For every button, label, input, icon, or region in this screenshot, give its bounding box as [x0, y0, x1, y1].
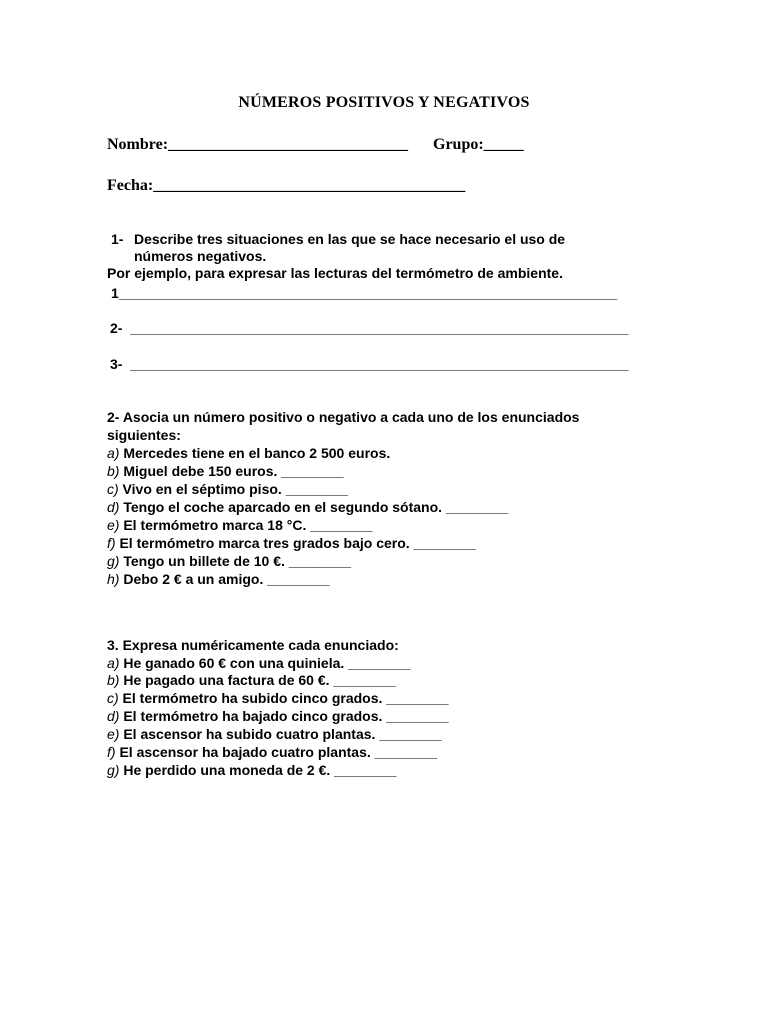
item-text: Tengo un billete de 10 €. ________ — [119, 553, 352, 569]
nombre-field: Nombre:______________________________ — [107, 136, 409, 153]
item-text: El termómetro ha bajado cinco grados. ________ — [119, 708, 449, 724]
item-text: Tengo el coche aparcado en el segundo sótano. ________ — [119, 499, 509, 515]
item-label: g) — [107, 553, 120, 569]
item-text: El ascensor ha bajado cuatro plantas. ________ — [115, 744, 437, 760]
item-text: Vivo en el séptimo piso. ________ — [118, 481, 348, 497]
exercise1-answer-line-2: 2- ________________________________________________________________ — [110, 320, 629, 336]
exercise2-heading-line1: 2- Asocia un número positivo o negativo a cada uno de los enunciados — [107, 409, 580, 425]
document-title: NÚMEROS POSITIVOS Y NEGATIVOS — [238, 94, 530, 111]
item-label: h) — [107, 571, 120, 587]
exercise1-answer-line-3: 3- ________________________________________________________________ — [110, 356, 629, 372]
item-label: e) — [107, 726, 120, 742]
exercise2-item — [107, 571, 330, 588]
item-text: He perdido una moneda de 2 €. ________ — [119, 762, 397, 778]
exercise3-item — [107, 708, 449, 725]
item-label: d) — [107, 499, 120, 515]
exercise1-prompt-line1: Describe tres situaciones en las que se hace necesario el uso de — [134, 231, 566, 247]
exercise3-heading: 3. Expresa numéricamente cada enunciado: — [107, 637, 399, 653]
item-text: El ascensor ha subido cuatro plantas. ________ — [119, 726, 442, 742]
exercise2-item — [107, 499, 508, 516]
exercise1-prompt-line2: números negativos. — [134, 248, 267, 264]
exercise3-item — [107, 726, 442, 743]
item-text: He ganado 60 € con una quiniela. ________ — [119, 655, 411, 671]
exercise3-item — [107, 655, 410, 672]
fecha-field: Fecha:_______________________________________ — [107, 177, 466, 194]
item-label: d) — [107, 708, 120, 724]
exercise2-item — [107, 481, 348, 498]
item-label: a) — [107, 655, 120, 671]
exercise2-item — [107, 463, 344, 480]
item-label: a) — [107, 445, 120, 461]
item-text: El termómetro marca tres grados bajo cero. ________ — [115, 535, 476, 551]
exercise2-heading-line2: siguientes: — [107, 427, 181, 443]
item-label: f) — [107, 535, 116, 551]
exercise2-item — [107, 553, 351, 570]
item-label: g) — [107, 762, 120, 778]
exercise3-item — [107, 744, 437, 761]
item-text: Miguel debe 150 euros. ________ — [119, 463, 344, 479]
exercise2-item — [107, 535, 476, 552]
item-label: b) — [107, 463, 120, 479]
item-text: Mercedes tiene en el banco 2 500 euros. — [119, 445, 391, 461]
exercise3-item — [107, 690, 449, 707]
item-label: c) — [107, 481, 119, 497]
exercise1-answer-line-1: 1________________________________________________________________ — [111, 285, 618, 301]
grupo-field: Grupo:_____ — [433, 136, 524, 153]
exercise1-number: 1- — [111, 231, 124, 247]
item-text: El termómetro ha subido cinco grados. ________ — [118, 690, 449, 706]
item-label: b) — [107, 672, 120, 688]
exercise3-item — [107, 672, 396, 689]
item-text: He pagado una factura de 60 €. ________ — [119, 672, 396, 688]
exercise2-item — [107, 517, 373, 534]
item-text: El termómetro marca 18 °C. ________ — [119, 517, 373, 533]
exercise2-item — [107, 445, 390, 462]
exercise1-example: Por ejemplo, para expresar las lecturas del termómetro de ambiente. — [107, 265, 563, 281]
exercise3-item — [107, 762, 396, 779]
item-label: e) — [107, 517, 120, 533]
item-text: Debo 2 € a un amigo. ________ — [119, 571, 330, 587]
item-label: f) — [107, 744, 116, 760]
item-label: c) — [107, 690, 119, 706]
